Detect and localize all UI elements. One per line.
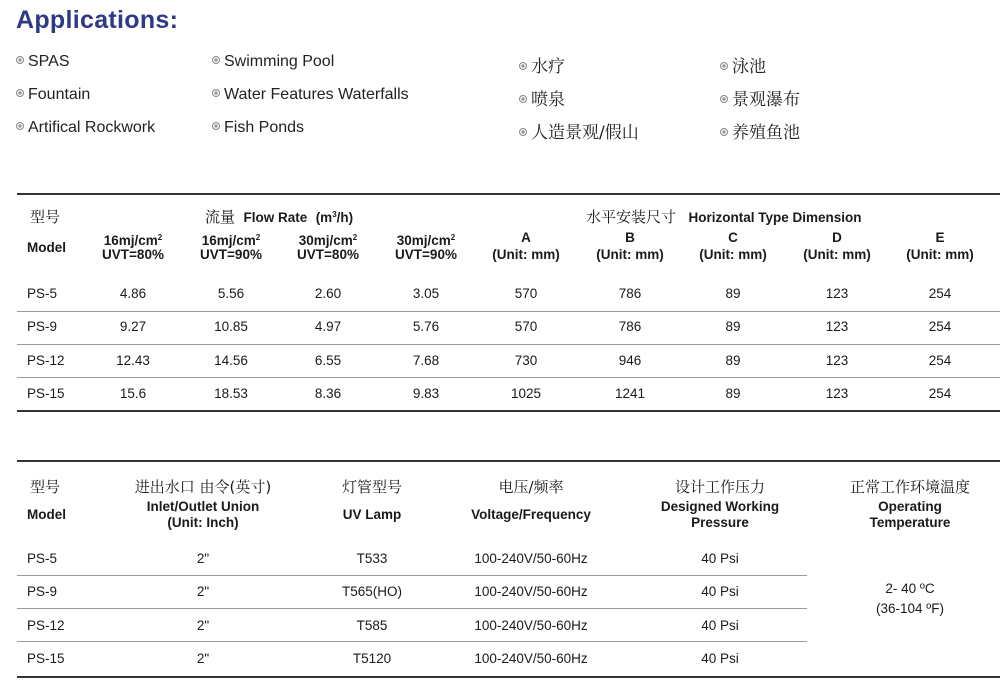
table-cell: 6.55: [314, 353, 342, 368]
dimension-unit-header: (Unit: mm): [906, 247, 974, 262]
table-cell: 2": [196, 551, 210, 566]
table2-row-divider: [17, 608, 807, 609]
table-cell: 100-240V/50-60Hz: [474, 584, 588, 599]
application-item: [519, 52, 565, 77]
table-cell: 570: [514, 319, 538, 334]
header-cn: 正常工作环境温度: [849, 478, 971, 496]
header-en-line2: Pressure: [691, 515, 749, 530]
bullet-icon: [720, 128, 728, 136]
table1-top-rule: [17, 193, 1000, 195]
header-cn: 电压/频率: [498, 478, 564, 496]
table-cell: 40 Psi: [701, 618, 739, 633]
application-item: [720, 118, 800, 143]
table-cell: 4.86: [119, 286, 147, 301]
dimension-letter-header: C: [728, 230, 738, 245]
table-cell: 15.6: [119, 386, 147, 401]
table-cell: T585: [356, 618, 388, 633]
model-cell: PS-5: [27, 551, 58, 566]
table-cell: 40 Psi: [701, 551, 739, 566]
flow-dose-header: $16mj/cm^2$: [201, 233, 261, 248]
application-item: [519, 118, 639, 143]
table-cell: 1241: [614, 386, 646, 401]
operating-temperature-fahrenheit: (36-104 ºF): [876, 601, 944, 616]
bullet-icon: [212, 56, 220, 64]
table-cell: 2": [196, 584, 210, 599]
bullet-icon: [720, 62, 728, 70]
model-header-cn: 型号: [30, 208, 61, 226]
dimension-unit-header: (Unit: mm): [699, 247, 767, 262]
table-cell: 5.56: [217, 286, 245, 301]
dimension-letter-header: A: [521, 230, 531, 245]
table-cell: 2.60: [314, 286, 342, 301]
header-en: Designed Working: [660, 499, 780, 514]
bullet-icon: [212, 122, 220, 130]
header-en: Model: [27, 507, 66, 522]
header-cn: 设计工作压力: [674, 478, 766, 496]
header-cn: 进出水口 由令(英寸): [134, 478, 272, 496]
table-cell: 12.43: [116, 353, 150, 368]
flow-rate-unit: $(m^3/h)$: [315, 210, 354, 225]
table2-bottom-rule: [17, 676, 1000, 678]
header-en: Voltage/Frequency: [471, 507, 591, 522]
table-cell: 254: [928, 353, 952, 368]
flow-rate-header: [205, 206, 353, 227]
application-label: 喷泉: [531, 90, 565, 110]
table-cell: 89: [725, 386, 741, 401]
bullet-icon: [16, 122, 24, 130]
flow-rate-en: Flow Rate: [243, 210, 308, 225]
flow-dose-header: $30mj/cm^2$: [396, 233, 456, 248]
header-en: Inlet/Outlet Union: [146, 499, 260, 514]
table-cell: 254: [928, 286, 952, 301]
table-cell: 254: [928, 386, 952, 401]
bullet-icon: [212, 89, 220, 97]
flow-uvt-header: UVT=90%: [395, 247, 457, 262]
dimension-letter-header: D: [832, 230, 842, 245]
table-cell: 10.85: [214, 319, 248, 334]
model-cell: PS-12: [27, 353, 65, 368]
dimension-header: [586, 206, 861, 227]
table-cell: 8.36: [314, 386, 342, 401]
table-cell: 123: [825, 286, 849, 301]
table-cell: T533: [356, 551, 388, 566]
table-cell: 100-240V/50-60Hz: [474, 651, 588, 666]
table-cell: 123: [825, 319, 849, 334]
flow-dose-header: $16mj/cm^2$: [103, 233, 163, 248]
header-en: UV Lamp: [342, 507, 402, 522]
table-cell: 786: [618, 286, 642, 301]
model-cell: PS-15: [27, 651, 65, 666]
bullet-icon: [519, 62, 527, 70]
table-cell: 9.83: [412, 386, 440, 401]
application-label: Artifical Rockwork: [28, 119, 156, 136]
table1-row-divider: [17, 344, 1000, 345]
page-title: Applications:: [16, 6, 179, 34]
table1-row-divider: [17, 311, 1000, 312]
flow-uvt-header: UVT=80%: [102, 247, 164, 262]
flow-rate-cn: 流量: [205, 208, 236, 226]
application-item: [519, 85, 565, 110]
table-cell: 786: [618, 319, 642, 334]
table-cell: 946: [618, 353, 642, 368]
table-cell: 570: [514, 286, 538, 301]
table-cell: 18.53: [214, 386, 248, 401]
table-cell: 89: [725, 353, 741, 368]
table-cell: 254: [928, 319, 952, 334]
model-cell: PS-9: [27, 584, 58, 599]
table-cell: 7.68: [412, 353, 440, 368]
table-cell: T565(HO): [341, 584, 403, 599]
dimension-letter-header: E: [935, 230, 945, 245]
dimension-unit-header: (Unit: mm): [596, 247, 664, 262]
bullet-icon: [720, 95, 728, 103]
dimension-cn: 水平安装尺寸: [586, 208, 677, 226]
application-item: [720, 52, 766, 77]
dimension-en: Horizontal Type Dimension: [688, 210, 862, 225]
bullet-icon: [16, 89, 24, 97]
table-cell: 89: [725, 286, 741, 301]
application-item: [16, 53, 70, 71]
table-cell: 2": [196, 651, 210, 666]
header-en-line2: Temperature: [869, 515, 951, 530]
table-cell: 730: [514, 353, 538, 368]
flow-uvt-header: UVT=80%: [297, 247, 359, 262]
table-cell: 1025: [510, 386, 542, 401]
flow-uvt-header: UVT=90%: [200, 247, 262, 262]
bullet-icon: [519, 95, 527, 103]
application-item: [212, 119, 304, 137]
application-label: Water Features Waterfalls: [224, 86, 409, 103]
model-cell: PS-9: [27, 319, 58, 334]
model-header-en: Model: [27, 240, 66, 255]
model-cell: PS-5: [27, 286, 58, 301]
table-cell: 40 Psi: [701, 584, 739, 599]
table-cell: 123: [825, 353, 849, 368]
table2-top-rule: [17, 460, 1000, 462]
application-label: 养殖鱼池: [732, 123, 800, 143]
table-cell: 4.97: [314, 319, 342, 334]
table-cell: 40 Psi: [701, 651, 739, 666]
application-label: 泳池: [732, 57, 766, 77]
model-cell: PS-12: [27, 618, 65, 633]
header-en: Operating: [878, 499, 942, 514]
operating-temperature-celsius: 2- 40 ºC: [885, 581, 935, 596]
table-cell: 89: [725, 319, 741, 334]
header-cn: 型号: [30, 478, 61, 496]
application-label: Fountain: [28, 86, 91, 103]
header-cn: 灯管型号: [341, 478, 403, 496]
header-en-line2: (Unit: Inch): [167, 515, 239, 530]
table1-bottom-rule: [17, 410, 1000, 412]
table1-row-divider: [17, 377, 1000, 378]
table-cell: T5120: [352, 651, 392, 666]
model-cell: PS-15: [27, 386, 65, 401]
table-cell: 5.76: [412, 319, 440, 334]
table-cell: 100-240V/50-60Hz: [474, 618, 588, 633]
bullet-icon: [519, 128, 527, 136]
application-item: [720, 85, 800, 110]
application-item: [212, 86, 409, 104]
application-label: Swimming Pool: [224, 53, 335, 70]
table-cell: 2": [196, 618, 210, 633]
table2-row-divider: [17, 641, 807, 642]
bullet-icon: [16, 56, 24, 64]
application-label: 人造景观/假山: [531, 123, 639, 143]
table-cell: 3.05: [412, 286, 440, 301]
table-cell: 9.27: [119, 319, 147, 334]
table2-row-divider: [17, 575, 807, 576]
application-item: [16, 86, 90, 104]
application-label: SPAS: [28, 53, 70, 70]
application-label: 水疗: [531, 57, 565, 77]
table-cell: 14.56: [214, 353, 248, 368]
application-label: Fish Ponds: [224, 119, 305, 136]
application-item: [16, 119, 155, 137]
flow-dose-header: $30mj/cm^2$: [298, 233, 358, 248]
table-cell: 123: [825, 386, 849, 401]
dimension-letter-header: B: [625, 230, 635, 245]
dimension-unit-header: (Unit: mm): [803, 247, 871, 262]
dimension-unit-header: (Unit: mm): [492, 247, 560, 262]
table-cell: 100-240V/50-60Hz: [474, 551, 588, 566]
application-item: [212, 53, 334, 71]
application-label: 景观瀑布: [732, 90, 800, 110]
